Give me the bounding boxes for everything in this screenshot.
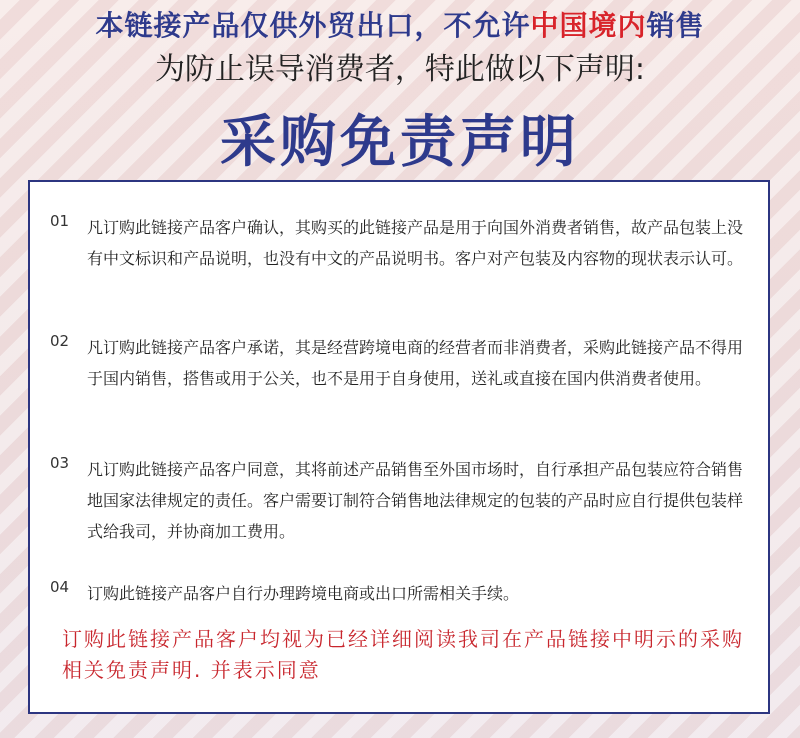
item-number: 04 xyxy=(50,578,70,596)
header-line-2: 为防止误导消费者，特此做以下声明: xyxy=(154,52,646,87)
item-text: 订购此链接产品客户自行办理跨境电商或出口所需相关手续。 xyxy=(87,584,520,603)
item-number: 02 xyxy=(50,332,70,350)
header-line-1-suffix: 销售 xyxy=(646,9,705,42)
disclaimer-item-02 xyxy=(50,332,750,394)
header-line-1-red: 中国境内 xyxy=(530,9,647,42)
header-line-1-prefix: 本链接产品仅供外贸出口，不允许 xyxy=(95,9,531,42)
item-number: 01 xyxy=(50,212,70,230)
header-line-1 xyxy=(0,4,800,44)
item-text: 凡订购此链接产品客户承诺，其是经营跨境电商的经营者而非消费者，采购此链接产品不得用于国内销售，搭售或用于公关，也不是用于自身使用，送礼或直接在国内供消费者使用。 xyxy=(87,338,744,388)
disclaimer-item-03 xyxy=(50,454,750,547)
agreement-note: 订购此链接产品客户均视为已经详细阅读我司在产品链接中明示的采购相关免责声明. 并表示同意 xyxy=(62,627,744,682)
item-text: 凡订购此链接产品客户同意，其将前述产品销售至外国市场时，自行承担产品包装应符合销售地国家法律规定的责任。客户需要订制符合销售地法律规定的包装的产品时应自行提供包装样式给我司，并协商加工费用。 xyxy=(87,460,744,541)
item-text: 凡订购此链接产品客户确认，其购买的此链接产品是用于向国外消费者销售，故产品包装上没有中文标识和产品说明，也没有中文的产品说明书。客户对产包装及内容物的现状表示认可。 xyxy=(87,218,744,268)
disclaimer-item-01 xyxy=(50,212,750,274)
disclaimer-item-04 xyxy=(50,578,750,609)
item-number: 03 xyxy=(50,454,70,472)
disclaimer-panel xyxy=(28,180,770,714)
page-title: 采购免责声明 xyxy=(220,110,580,175)
